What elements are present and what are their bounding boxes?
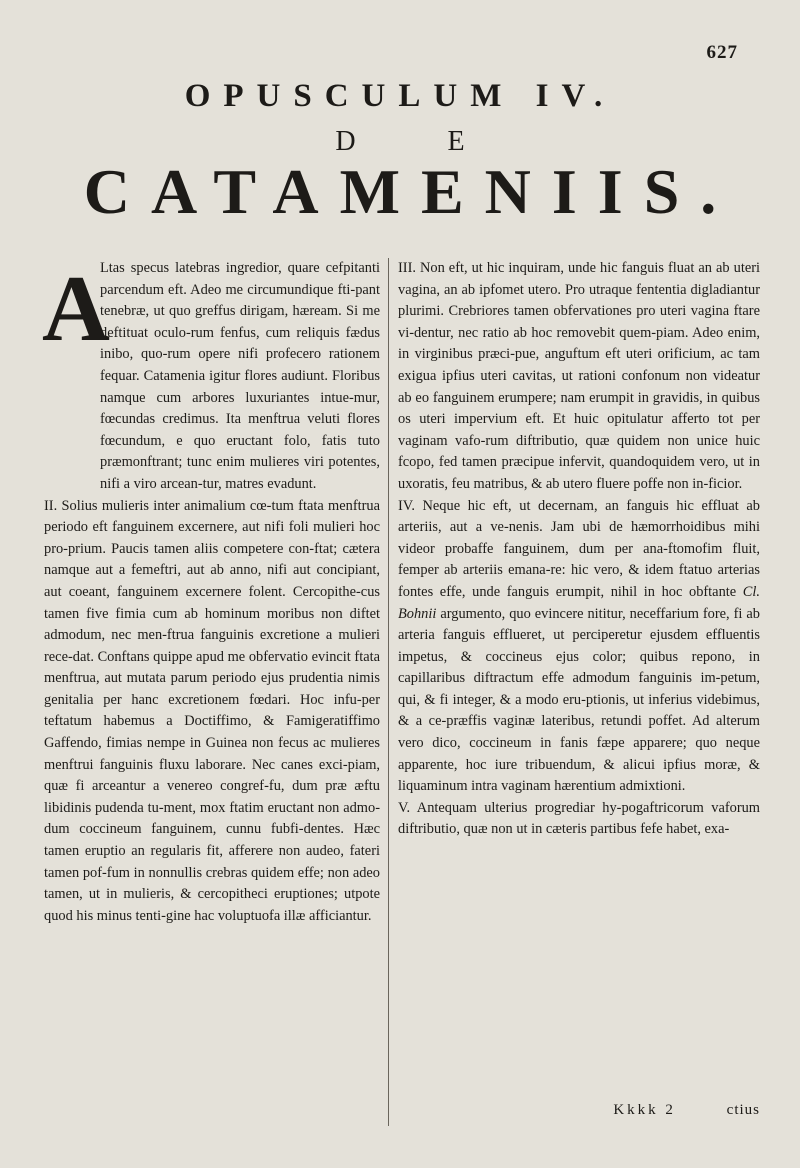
drop-cap: A: [42, 257, 110, 361]
page-footer: [580, 1102, 760, 1119]
cited-author: Cl. Bohnii: [398, 583, 760, 622]
title-preposition: DE: [335, 126, 557, 157]
right-column: [398, 258, 760, 841]
paragraph-5: V. Antequam ulterius progrediar hy-pogaftricorum vaforum diftributio, quæ non ut in cæteris partibus fefe habet, exa-: [398, 799, 760, 838]
catchword: ctius: [726, 1102, 760, 1118]
paragraph-3: III. Non eft, ut hic inquiram, unde hic fanguis fluat an ab uteri vagina, an ab ipfomet utero. Pro utraque fententia digladiantur plurimi. Crebriores tamen obfervationes pro uteri vagina ftare vi-dentur, nec ratio ab hoc removebit quem-piam. Adeo enim, in virginibus præci-pue, anguftum eft uteri orificium, ac tam exigua ipfius uteri cavitas, ut rationi confonum non videatur ab eo fanguinem erumpere; nam erumpit in gravidis, in quibus os uteri impervium eft. Et huic opitulatur afferto tot per vaginam vafo-rum diftributio, quæ quidem non unice huic fcopo, fed tamen præcipue infervit, quandoquidem vero, ut in uxoratis, feu matribus, & ab utero fluere poffe non in-ficior.: [398, 260, 760, 492]
running-title: OPUSCULUM IV.: [184, 78, 616, 114]
paragraph-1: Ltas specus latebras ingredior, quare cefpitanti parcendum eft. Adeo me circumundique fti-pant tenebræ, ut quo greffus dirigam, hæream. Si me deftituat oculo-rum fenfus, cum reliquis fædus inibo, quo-rum opere nifi profecero rationem fequar. Catamenia igitur flores audiunt. Floribus namque cum arbores luxuriantes intue-mur, fœcundas credimus. Ita menftrua veluti flores fœcundum, e quo eructant folo, fatis tuto præmonftrant; tunc enim mulieres viri potentes, nifi a viro arcean-tur, matres evadunt.: [100, 260, 380, 492]
paragraph-4-text-b: argumento, quo evincere nititur, neceffarium fore, fi ab arteria fanguis efflueret, ut perciperetur ejusdem effluentis impetus, & coccineus ejus color; quibus repono, in capillaribus diftractum effe admodum fanguinis im-petum, qui, & fi integer, & a modo eru-ptionis, ut inferius videbimus, & a ce-præffis vaginæ lateribus, retundi poffet. Ad alterum vero dico, coccineum in fanis fæpe apparere; quo neque apparente, hoc iure tribuendum, & alicui ipfius moræ, & liquaminum intra vaginam hærentium admixtioni.: [398, 605, 760, 795]
column-divider: [388, 258, 389, 1126]
chapter-title: CATAMENIIS.: [83, 156, 738, 227]
signature-mark: Kkkk 2: [613, 1102, 676, 1118]
paragraph-4: [398, 496, 760, 798]
paragraph-4-text-a: IV. Neque hic eft, ut decernam, an fanguis hic effluat ab arteriis, aut a ve-nenis. Jam ubi de hæmorrhoidibus mihi videor probaffe fanguinem, dum per ana-ftomofim fluit, femper ab arteriis emana-re: hic vero, & idem ftatuo arterias fontes effe, unde fanguis erumpit, nihil in hoc obftante: [398, 497, 760, 600]
paragraph-2: II. Solius mulieris inter animalium cœ-tum ftata menftrua periodo eft fanguinem excernere, aut nifi foli mulieri hoc pro-prium. Paucis tamen aliis competere con-ftat; cætera namque aut a femeftri, aut ab anno, nifi aut concipiant, aut coeant, fanguinem excernere folent. Cercopithe-cus tamen five fimia cum ab hominum moribus non diftet admodum, nec men-ftrua fanguinis excretione a mulieri rece-dat. Conftans quippe apud me obfervatio evincit ftata menftrua, aut mutata parum periodo ejus prudentia nimis genitalia per hanc excretionem fœdari. Hoc infu-per teftatum habemus a Doctiffimo, & Famigeratiffimo Gaffendo, fimias nempe in Guinea non fecus ac mulieres menftrui fanguinis fluxu laborare. Nec canes exci-piam, quæ fi arceantur a venereo congref-fu, dum præ æftu libidinis pudenda tu-ment, mox ftatim eructant non admo-dum coccineum fanguinem, cunnu fubfi-dentes. Hæc tamen eruptio an regularis fit, afferere non audeo, fateri tamen pof-fum in nonnullis crebras quidem effe; non adeo tamen, ut in mulieris, & cercopitheci eruptiones; utpote quod his minus tenti-gine hac voluptuofa illæ afficiantur.: [44, 497, 380, 924]
left-column: [44, 258, 380, 927]
page-number: 627: [706, 42, 738, 63]
